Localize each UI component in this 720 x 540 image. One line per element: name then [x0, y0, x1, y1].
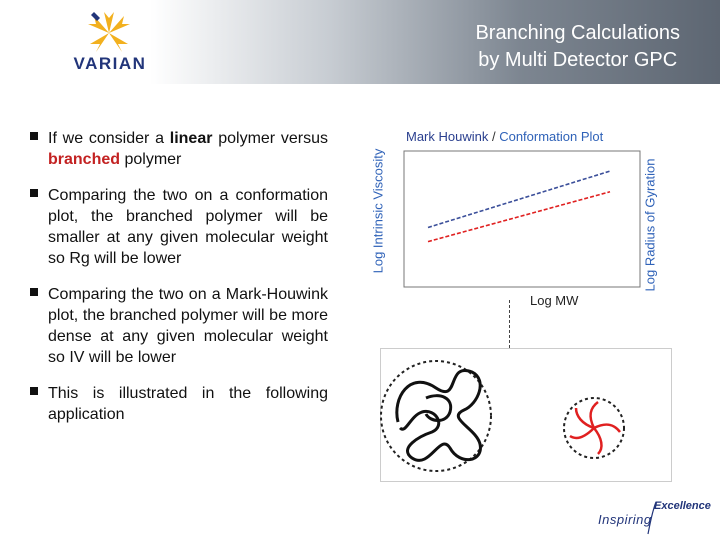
- slide-title-line-2: by Multi Detector GPC: [478, 49, 678, 71]
- footer-inspiring-text: Inspiring: [598, 512, 652, 527]
- chart-xlabel: Log MW: [530, 293, 579, 308]
- bullet-square-icon: [30, 387, 38, 395]
- chart-title-separator: /: [488, 129, 500, 144]
- polymer-illustration: [380, 348, 672, 482]
- header-bar: [0, 0, 720, 84]
- bullet-square-icon: [30, 288, 38, 296]
- bullet-text-part: polymer: [120, 151, 182, 168]
- bullet-item: [28, 185, 328, 269]
- bullet-text: Comparing the two on a conformation plot, the branched polymer will be smaller at any given molecular weight so Rg will be lower: [48, 187, 328, 267]
- illustration-frame: [381, 349, 672, 482]
- divider-dashed-line: [509, 300, 510, 348]
- bullet-square-icon: [30, 189, 38, 197]
- slide-title-line-1: Branching Calculations: [475, 22, 680, 44]
- bullet-text-part: polymer versus: [212, 130, 329, 147]
- bullet-square-icon: [30, 132, 38, 140]
- chart-plot-area: [374, 127, 664, 303]
- bullet-emphasis-branched: branched: [48, 151, 121, 168]
- chart-title-mark-houwink: Mark Houwink: [406, 129, 489, 144]
- varian-logo-icon: [86, 10, 132, 56]
- bullet-text: [48, 128, 328, 170]
- footer-excellence-text: Excellence: [654, 500, 711, 512]
- chart-ylabel-right: Log Radius of Gyration: [642, 158, 658, 292]
- mark-houwink-chart: [370, 127, 664, 308]
- chart-ylabel-left: Log Intrinsic Viscosity: [370, 148, 386, 274]
- bullet-list: [28, 128, 328, 440]
- bullet-text: Comparing the two on a Mark-Houwink plot, the branched polymer will be more dense at any given molecular weight so IV will be lower: [48, 286, 328, 366]
- bullet-item: [28, 383, 328, 425]
- chart-frame: [404, 151, 640, 287]
- slide-title: [475, 20, 680, 74]
- varian-logo-text: VARIAN: [73, 54, 147, 73]
- chart-title-conformation: Conformation Plot: [499, 129, 604, 144]
- bullet-item: [28, 284, 328, 368]
- bullet-text-part: If we consider a: [48, 130, 170, 147]
- bullet-text: This is illustrated in the following application: [48, 385, 328, 423]
- bullet-emphasis-linear: linear: [169, 130, 213, 147]
- bullet-item: [28, 128, 328, 170]
